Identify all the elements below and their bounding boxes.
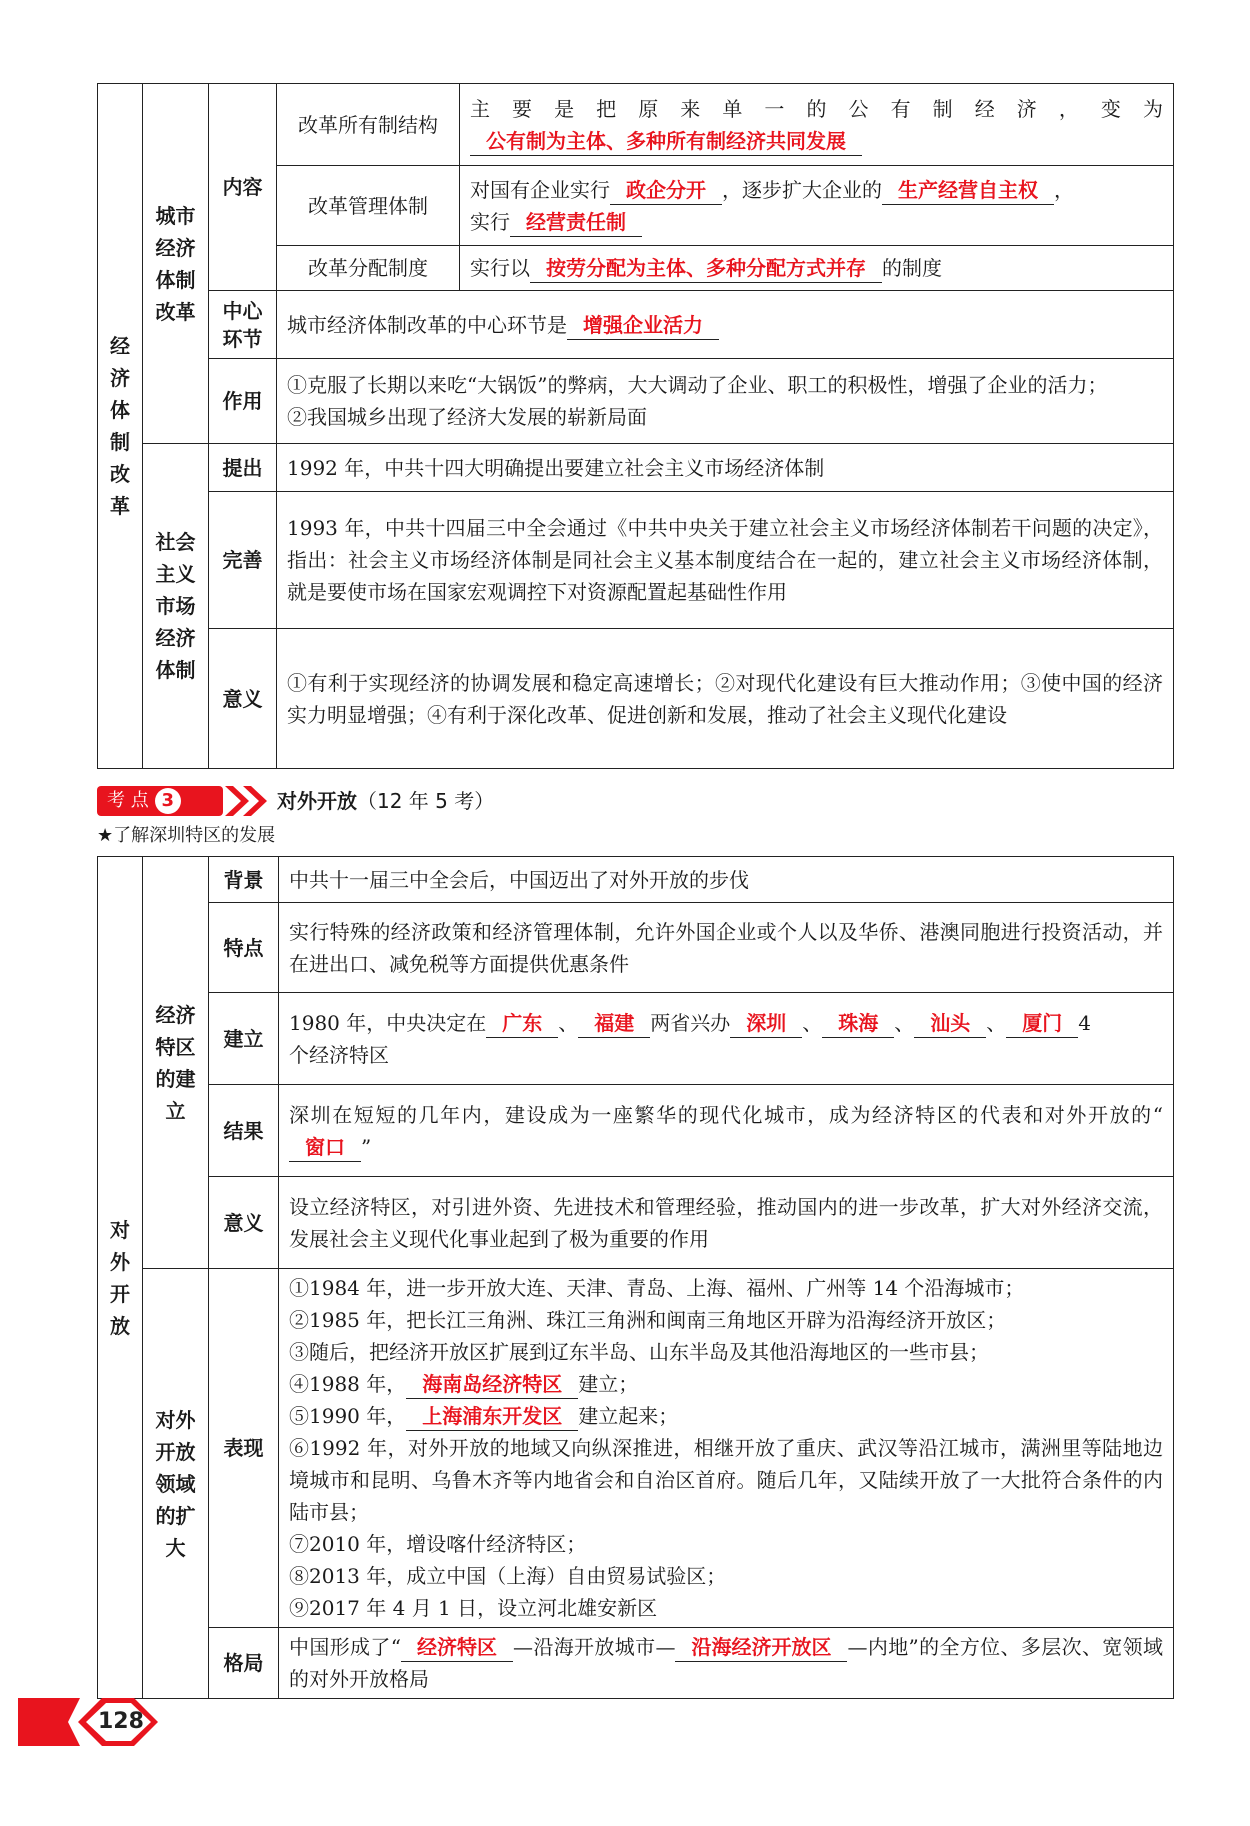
requirement-note: ★了解深圳特区的发展 <box>97 825 276 846</box>
significance-label: 意义 <box>209 629 277 769</box>
result-text: 深圳在短短的几年内，建设成为一座繁华的现代化城市，成为经济特区的代表和对外开放的“窗口 ” <box>279 1085 1174 1177</box>
urban-reform-label: 城市经济体制改革 <box>143 84 209 444</box>
performance-label: 表现 <box>209 1269 279 1628</box>
ownership-label: 改革所有制结构 <box>277 84 460 166</box>
economic-reform-label: 经济体制改革 <box>98 84 143 769</box>
answer-blank: 珠海 <box>822 1009 894 1038</box>
answer-blank: 公有制为主体、多种所有制经济共同发展 <box>470 127 862 156</box>
improve-text: 1993 年，中共十四届三中全会通过《中共中央关于建立社会主义市场经济体制若干问题的决定》，指出：社会主义市场经济体制是同社会主义基本制度结合在一起的，建立社会主义市场经济体制，就是要使市场在国家宏观调控下对资源配置起基础性作用 <box>277 492 1174 629</box>
answer-blank: 深圳 <box>730 1009 802 1038</box>
pattern-text: 中国形成了“ 经济特区 —沿海开放城市— 沿海经济开放区 —内地”的全方位、多层次、宽领域的对外开放格局 <box>279 1628 1174 1699</box>
answer-blank: 沿海经济开放区 <box>675 1633 847 1662</box>
performance-text: ①1984 年，进一步开放大连、天津、青岛、上海、福州、广州等 14 个沿海城市； ②1985 年，把长江三角洲、珠江三角洲和闽南三角地区开辟为沿海经济开放区； ③随后，把经济开放区扩展到辽东半岛、山东半岛及其他沿海地区的一些市县； ④1988 年， 海南岛经济特区 建立； ⑤1990 年， 上海浦东开发区 建立起来； ⑥1992 年，对外开放的地域又向纵深推进，相继开放了重庆、武汉等沿江城市，满洲里等陆地边境城市和昆明、乌鲁木齐等内地省会和自治区首府。随后几年，又陆续开放了一大批符合条件的内陆市县； ⑦2010 年，增设喀什经济特区； ⑧2013 年，成立中国（上海）自由贸易试验区； ⑨2017 年 4 月 1 日，设立河北雄安新区 <box>279 1269 1174 1628</box>
center-text: 城市经济体制改革的中心环节是 增强企业活力 <box>277 291 1174 359</box>
economic-reform-table <box>97 83 1174 769</box>
sez-significance-text: 设立经济特区，对引进外资、先进技术和管理经验，推动国内的进一步改革，扩大对外经济交流，发展社会主义现代化事业起到了极为重要的作用 <box>279 1177 1174 1269</box>
answer-blank: 经济特区 <box>401 1633 513 1662</box>
exam-count: （12 年 5 考） <box>357 789 495 813</box>
page-number: 128 <box>98 1709 144 1734</box>
section-header <box>97 784 1174 818</box>
management-label: 改革管理体制 <box>277 166 460 246</box>
background-label: 背景 <box>209 857 279 903</box>
answer-blank: 生产经营自主权 <box>882 176 1054 205</box>
market-economy-label: 社会主义市场经济体制 <box>143 444 209 769</box>
effect-label: 作用 <box>209 359 277 444</box>
opening-up-table <box>97 856 1174 1699</box>
page-number-badge <box>18 1698 160 1746</box>
center-label: 中心环节 <box>209 291 277 359</box>
exam-point-badge: 考 点 3 <box>97 786 223 816</box>
section-title: 对外开放（12 年 5 考） <box>277 789 495 813</box>
effect-text: ①克服了长期以来吃“大锅饭”的弊病，大大调动了企业、职工的积极性，增强了企业的活力； ②我国城乡出现了经济大发展的崭新局面 <box>277 359 1174 444</box>
establish-text: 1980 年，中央决定在 广东 、 福建 两省兴办 深圳 、 珠海 、 汕头 、 厦门 4 个经济特区 <box>279 993 1174 1085</box>
answer-blank: 海南岛经济特区 <box>406 1370 578 1399</box>
result-label: 结果 <box>209 1085 279 1177</box>
features-text: 实行特殊的经济政策和经济管理体制，允许外国企业或个人以及华侨、港澳同胞进行投资活动，并在进出口、减免税等方面提供优惠条件 <box>279 903 1174 993</box>
answer-blank: 经营责任制 <box>510 208 642 237</box>
answer-blank: 上海浦东开发区 <box>406 1402 578 1431</box>
answer-blank: 政企分开 <box>610 176 722 205</box>
pattern-label: 格局 <box>209 1628 279 1699</box>
establish-label: 建立 <box>209 993 279 1085</box>
distribution-label: 改革分配制度 <box>277 246 460 291</box>
propose-text: 1992 年，中共十四大明确提出要建立社会主义市场经济体制 <box>277 444 1174 492</box>
expand-label: 对外开放领域的扩大 <box>143 1269 209 1699</box>
answer-blank: 按劳分配为主体、多种分配方式并存 <box>530 254 882 283</box>
sez-establish-label: 经济特区的建立 <box>143 857 209 1269</box>
features-label: 特点 <box>209 903 279 993</box>
answer-blank: 福建 <box>578 1009 650 1038</box>
answer-blank: 汕头 <box>914 1009 986 1038</box>
sez-significance-label: 意义 <box>209 1177 279 1269</box>
answer-blank: 增强企业活力 <box>567 311 719 340</box>
management-text: 对国有企业实行 政企分开 ，逐步扩大企业的 生产经营自主权 ， 实行 经营责任制 <box>460 166 1174 246</box>
background-text: 中共十一届三中全会后，中国迈出了对外开放的步伐 <box>279 857 1174 903</box>
ownership-text: 主要是把原来单一的公有制经济，变为公有制为主体、多种所有制经济共同发展 <box>460 84 1174 166</box>
opening-up-label: 对外开放 <box>98 857 143 1699</box>
double-arrow-icon <box>223 786 273 816</box>
distribution-text: 实行以 按劳分配为主体、多种分配方式并存 的制度 <box>460 246 1174 291</box>
improve-label: 完善 <box>209 492 277 629</box>
content-label: 内容 <box>209 84 277 291</box>
answer-blank: 广东 <box>486 1009 558 1038</box>
significance-text: ①有利于实现经济的协调发展和稳定高速增长；②对现代化建设有巨大推动作用；③使中国的经济实力明显增强；④有利于深化改革、促进创新和发展，推动了社会主义现代化建设 <box>277 629 1174 769</box>
answer-blank: 窗口 <box>289 1133 361 1162</box>
propose-label: 提出 <box>209 444 277 492</box>
answer-blank: 厦门 <box>1006 1009 1078 1038</box>
